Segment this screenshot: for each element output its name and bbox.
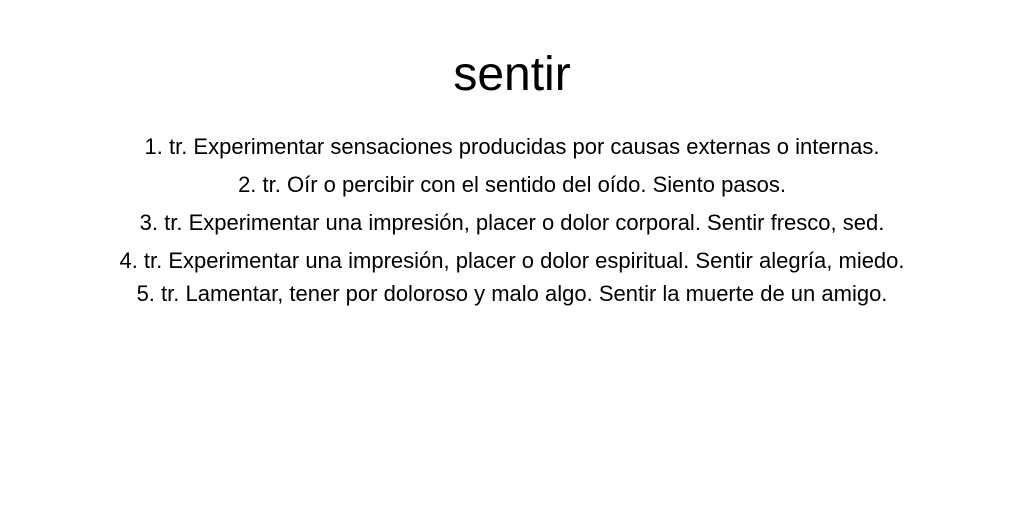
definition-item: 1. tr. Experimentar sensaciones producidas por causas externas o internas.: [144, 134, 880, 159]
entry-word: sentir: [453, 48, 571, 101]
definition-item: 2. tr. Oír o percibir con el sentido del oído. Siento pasos.: [238, 172, 786, 197]
definition-item: 4. tr. Experimentar una impresión, placer o dolor espiritual. Sentir alegría, miedo.: [119, 248, 905, 273]
definitions-list: [0, 128, 1024, 313]
definition-item: 3. tr. Experimentar una impresión, placer o dolor corporal. Sentir fresco, sed.: [139, 210, 885, 235]
definition-item: 5. tr. Lamentar, tener por doloroso y malo algo. Sentir la muerte de un amigo.: [136, 281, 888, 306]
